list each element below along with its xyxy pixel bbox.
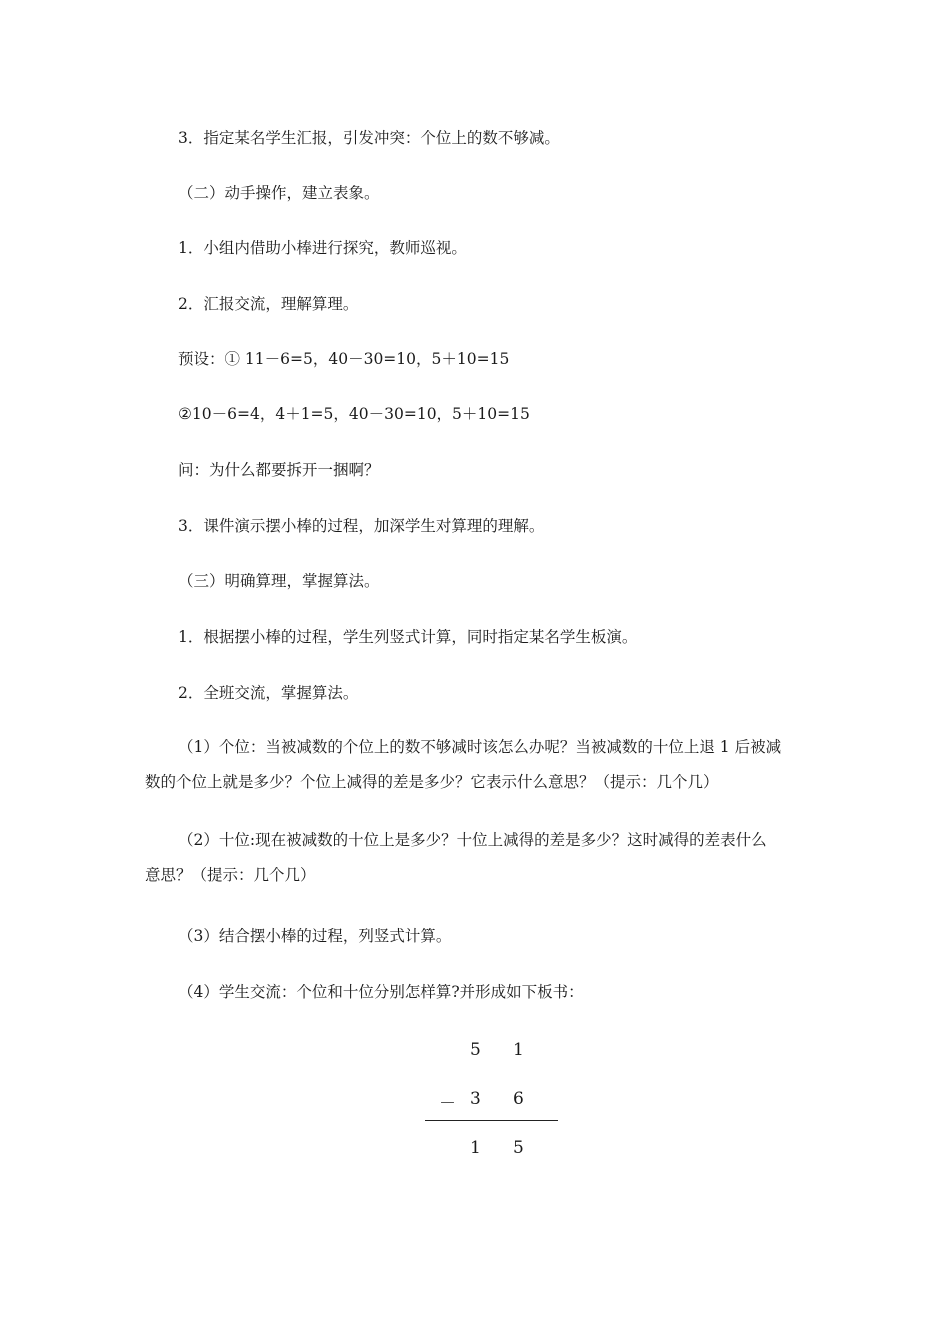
result-tens-digit: 1 bbox=[470, 1138, 481, 1158]
subtrahend-tens-digit: 3 bbox=[470, 1089, 481, 1109]
text-line: 3．课件演示摆小棒的过程，加深学生对算理的理解。 bbox=[178, 517, 545, 535]
paragraph-ones-place bbox=[145, 730, 810, 800]
minuend-tens-digit: 5 bbox=[470, 1040, 481, 1060]
paragraph-line: （2）十位:现在被减数的十位上是多少？十位上减得的差是多少？这时减得的差表什么 bbox=[178, 831, 767, 849]
paragraph-line: （1）个位：当被减数的个位上的数不够减时该怎么办呢？当被减数的十位上退 1 后被减 bbox=[178, 738, 782, 756]
minuend-ones-digit: 1 bbox=[513, 1040, 524, 1060]
vertical-subtraction bbox=[425, 1035, 560, 1165]
text-line: （4）学生交流：个位和十位分别怎样算?并形成如下板书： bbox=[178, 983, 584, 1001]
result-ones-digit: 5 bbox=[513, 1138, 524, 1158]
section-heading: （三）明确算理，掌握算法。 bbox=[178, 572, 380, 590]
text-line: 3．指定某名学生汇报，引发冲突：个位上的数不够减。 bbox=[178, 129, 560, 147]
result-divider-line bbox=[425, 1120, 558, 1121]
minus-sign: － bbox=[439, 1094, 456, 1114]
paragraph-line: 意思？（提示：几个几） bbox=[145, 866, 316, 884]
paragraph-line: 数的个位上就是多少？个位上减得的差是多少？它表示什么意思？（提示：几个几） bbox=[145, 773, 719, 791]
text-line: 1．根据摆小棒的过程，学生列竖式计算，同时指定某名学生板演。 bbox=[178, 628, 638, 646]
text-line: ②10－6=4，4＋1=5，40－30=10，5＋10=15 bbox=[178, 405, 530, 423]
text-line: 1．小组内借助小棒进行探究，教师巡视。 bbox=[178, 239, 467, 257]
section-heading: （二）动手操作，建立表象。 bbox=[178, 184, 380, 202]
text-line: 预设：① 11－6=5，40－30=10，5＋10=15 bbox=[178, 350, 510, 368]
subtrahend-ones-digit: 6 bbox=[513, 1089, 524, 1109]
paragraph-tens-place bbox=[145, 823, 810, 893]
text-line: 2．全班交流，掌握算法。 bbox=[178, 684, 359, 702]
text-line: （3）结合摆小棒的过程，列竖式计算。 bbox=[178, 927, 452, 945]
text-line: 问：为什么都要拆开一捆啊？ bbox=[178, 461, 380, 479]
text-line: 2．汇报交流，理解算理。 bbox=[178, 295, 359, 313]
